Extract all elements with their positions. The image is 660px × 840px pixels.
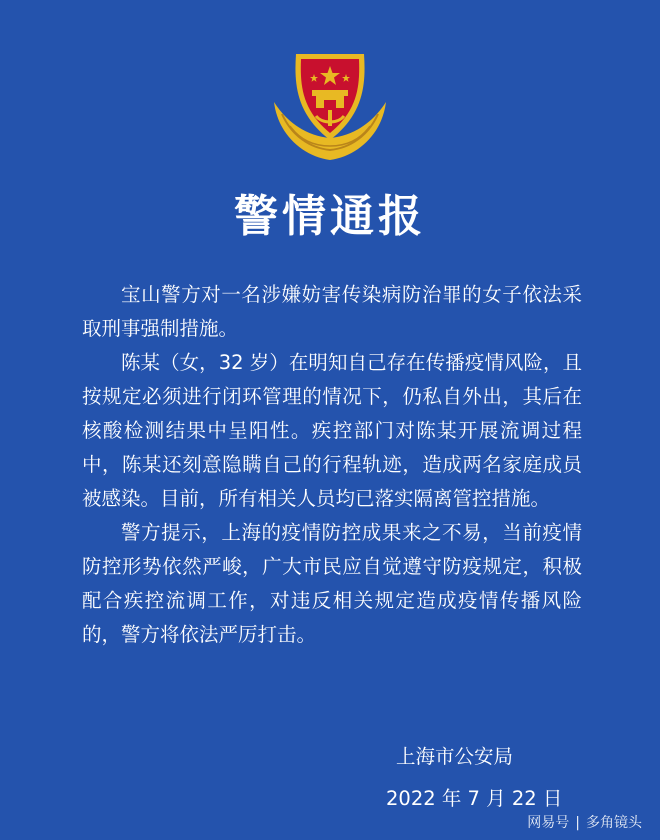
- paragraph: 警方提示，上海的疫情防控成果来之不易，当前疫情防控形势依然严峻，广大市民应自觉遵守防疫规定，积极配合疾控流调工作，对违反相关规定造成疫情传播风险的，警方将依法严厉打击。: [82, 521, 582, 646]
- watermark-account: 多角镜头: [586, 815, 642, 831]
- notice-body: [82, 278, 582, 652]
- signature-block: [386, 740, 596, 816]
- watermark-separator: |: [575, 815, 580, 831]
- police-emblem-icon: [268, 44, 392, 164]
- issuer-name: 上海市公安局: [396, 745, 514, 768]
- paragraph: 宝山警方对一名涉嫌妨害传染病防治罪的女子依法采取刑事强制措施。: [82, 283, 582, 340]
- notice-title: 警情通报: [234, 191, 426, 242]
- watermark-platform: 网易号: [527, 815, 570, 831]
- watermark: [527, 812, 642, 832]
- issue-date: 2022 年 7 月 22 日: [386, 787, 563, 810]
- paragraph: 陈某（女，32 岁）在明知自己存在传播疫情风险，且按规定必须进行闭环管理的情况下，仍私自外出，其后在核酸检测结果中呈阳性。疾控部门对陈某开展流调过程中，陈某还刻意隐瞒自己的行程轨迹，造成两名家庭成员被感染。目前，所有相关人员均已落实隔离管控措施。: [82, 351, 582, 510]
